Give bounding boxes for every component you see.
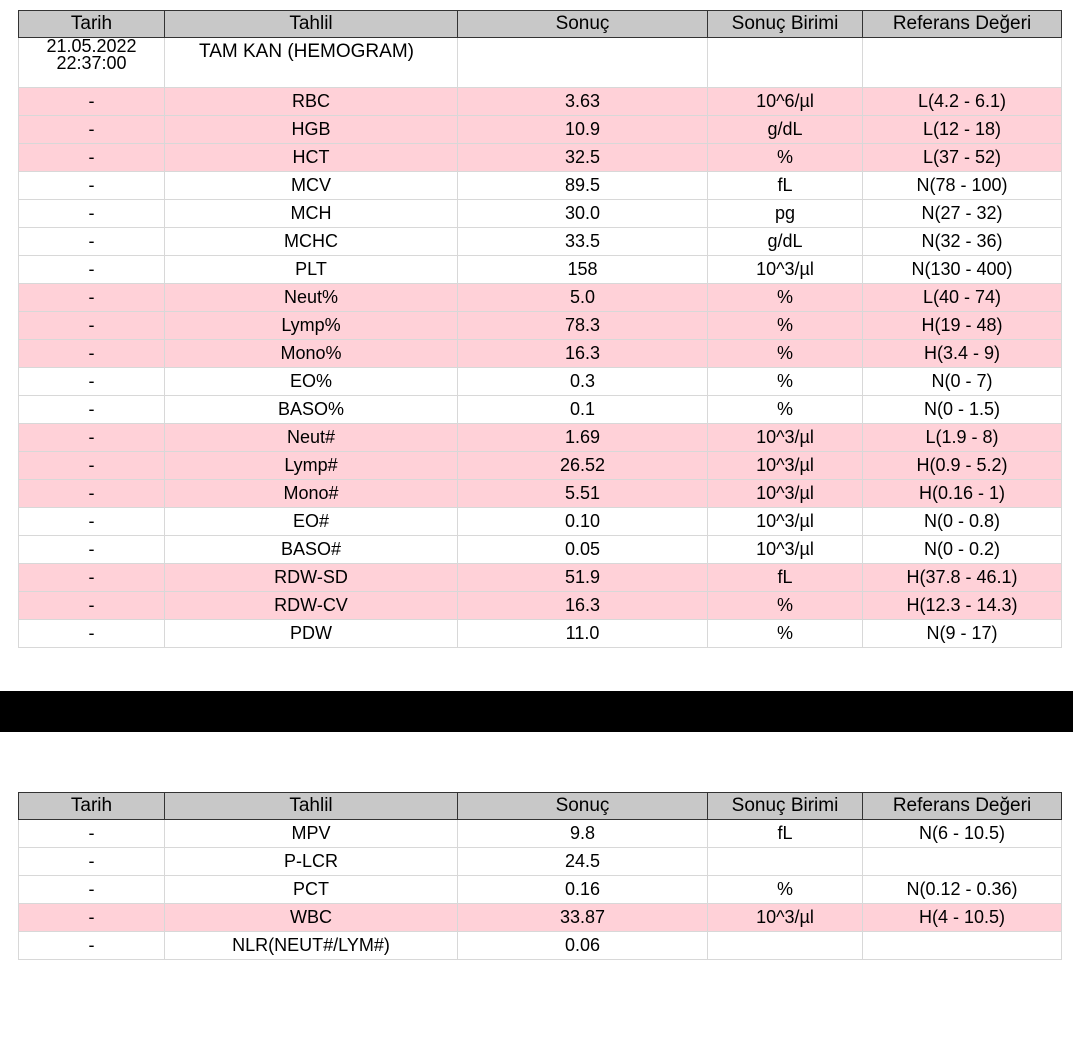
- result-value: 11.0: [458, 620, 708, 648]
- reference-range: N(27 - 32): [863, 200, 1062, 228]
- result-value: 0.06: [458, 932, 708, 960]
- panel-date: 21.05.2022: [46, 37, 137, 56]
- table-row: [19, 172, 1062, 200]
- test-name: RDW-SD: [165, 564, 458, 592]
- result-value: 51.9: [458, 564, 708, 592]
- header-result: Sonuç: [458, 793, 708, 820]
- result-value: 16.3: [458, 592, 708, 620]
- row-date: -: [19, 368, 165, 396]
- test-name: Mono#: [165, 480, 458, 508]
- reference-range: N(0 - 1.5): [863, 396, 1062, 424]
- reference-range: H(4 - 10.5): [863, 904, 1062, 932]
- result-unit: 10^3/µl: [708, 536, 863, 564]
- result-unit: %: [708, 284, 863, 312]
- reference-range: L(37 - 52): [863, 144, 1062, 172]
- result-value: 0.3: [458, 368, 708, 396]
- table-row: [19, 848, 1062, 876]
- result-value: 89.5: [458, 172, 708, 200]
- panel-time: 22:37:00: [56, 53, 127, 73]
- table-row: [19, 820, 1062, 848]
- test-name: BASO#: [165, 536, 458, 564]
- row-date: -: [19, 424, 165, 452]
- additional-results-table: [18, 792, 1062, 960]
- result-value: 9.8: [458, 820, 708, 848]
- test-name: EO#: [165, 508, 458, 536]
- result-value: 10.9: [458, 116, 708, 144]
- reference-range: N(130 - 400): [863, 256, 1062, 284]
- panel-datetime: [19, 38, 165, 88]
- table-row: [19, 368, 1062, 396]
- result-value: 3.63: [458, 88, 708, 116]
- panel-name: TAM KAN (HEMOGRAM): [165, 38, 458, 88]
- row-date: -: [19, 592, 165, 620]
- result-unit: fL: [708, 564, 863, 592]
- row-date: -: [19, 904, 165, 932]
- row-date: -: [19, 284, 165, 312]
- reference-range: H(12.3 - 14.3): [863, 592, 1062, 620]
- result-value: 5.51: [458, 480, 708, 508]
- reference-range: L(1.9 - 8): [863, 424, 1062, 452]
- row-date: -: [19, 172, 165, 200]
- header-test: Tahlil: [165, 11, 458, 38]
- reference-range: [863, 932, 1062, 960]
- table-row: [19, 200, 1062, 228]
- row-date: -: [19, 564, 165, 592]
- test-name: MPV: [165, 820, 458, 848]
- result-value: 5.0: [458, 284, 708, 312]
- reference-range: N(0 - 7): [863, 368, 1062, 396]
- table-row: [19, 932, 1062, 960]
- result-unit: [708, 848, 863, 876]
- row-date: -: [19, 876, 165, 904]
- result-unit: 10^3/µl: [708, 508, 863, 536]
- table-row: [19, 424, 1062, 452]
- test-name: PDW: [165, 620, 458, 648]
- result-unit: fL: [708, 820, 863, 848]
- test-name: P-LCR: [165, 848, 458, 876]
- result-value: 0.16: [458, 876, 708, 904]
- result-unit: %: [708, 312, 863, 340]
- test-name: Neut%: [165, 284, 458, 312]
- test-name: Lymp%: [165, 312, 458, 340]
- header-test: Tahlil: [165, 793, 458, 820]
- reference-range: H(0.9 - 5.2): [863, 452, 1062, 480]
- row-date: -: [19, 848, 165, 876]
- reference-range: N(0 - 0.2): [863, 536, 1062, 564]
- result-unit: %: [708, 592, 863, 620]
- result-value: 0.05: [458, 536, 708, 564]
- table-row: [19, 480, 1062, 508]
- reference-range: [863, 848, 1062, 876]
- test-name: NLR(NEUT#/LYM#): [165, 932, 458, 960]
- result-unit: 10^3/µl: [708, 480, 863, 508]
- table-row: [19, 508, 1062, 536]
- table-header-row: [19, 11, 1062, 38]
- test-name: HGB: [165, 116, 458, 144]
- result-unit: [708, 932, 863, 960]
- row-date: -: [19, 508, 165, 536]
- result-unit: %: [708, 620, 863, 648]
- table-row: [19, 904, 1062, 932]
- test-name: EO%: [165, 368, 458, 396]
- row-date: -: [19, 396, 165, 424]
- result-unit: 10^3/µl: [708, 904, 863, 932]
- table-row: [19, 116, 1062, 144]
- table-row: [19, 284, 1062, 312]
- table-row: [19, 88, 1062, 116]
- header-reference: Referans Değeri: [863, 11, 1062, 38]
- test-name: MCH: [165, 200, 458, 228]
- header-date: Tarih: [19, 793, 165, 820]
- row-date: -: [19, 88, 165, 116]
- panel-result-empty: [458, 38, 708, 88]
- result-value: 33.87: [458, 904, 708, 932]
- row-date: -: [19, 932, 165, 960]
- result-unit: fL: [708, 172, 863, 200]
- table-row: [19, 620, 1062, 648]
- reference-range: L(12 - 18): [863, 116, 1062, 144]
- result-value: 24.5: [458, 848, 708, 876]
- test-name: PCT: [165, 876, 458, 904]
- reference-range: L(40 - 74): [863, 284, 1062, 312]
- table-row: [19, 144, 1062, 172]
- result-unit: %: [708, 340, 863, 368]
- reference-range: H(0.16 - 1): [863, 480, 1062, 508]
- table-row: [19, 396, 1062, 424]
- table-row: [19, 312, 1062, 340]
- result-unit: pg: [708, 200, 863, 228]
- reference-range: H(19 - 48): [863, 312, 1062, 340]
- redaction-bar: [0, 691, 1073, 732]
- header-unit: Sonuç Birimi: [708, 793, 863, 820]
- table-row: [19, 452, 1062, 480]
- row-date: -: [19, 312, 165, 340]
- result-value: 26.52: [458, 452, 708, 480]
- result-value: 0.10: [458, 508, 708, 536]
- result-value: 32.5: [458, 144, 708, 172]
- reference-range: N(32 - 36): [863, 228, 1062, 256]
- table-row: [19, 228, 1062, 256]
- table-row: [19, 536, 1062, 564]
- header-result: Sonuç: [458, 11, 708, 38]
- result-unit: %: [708, 396, 863, 424]
- result-value: 1.69: [458, 424, 708, 452]
- result-value: 16.3: [458, 340, 708, 368]
- reference-range: N(0 - 0.8): [863, 508, 1062, 536]
- result-unit: 10^3/µl: [708, 256, 863, 284]
- panel-ref-empty: [863, 38, 1062, 88]
- test-name: Lymp#: [165, 452, 458, 480]
- reference-range: H(3.4 - 9): [863, 340, 1062, 368]
- row-date: -: [19, 620, 165, 648]
- row-date: -: [19, 340, 165, 368]
- header-unit: Sonuç Birimi: [708, 11, 863, 38]
- result-unit: 10^6/µl: [708, 88, 863, 116]
- reference-range: L(4.2 - 6.1): [863, 88, 1062, 116]
- hemogram-results-table: [18, 10, 1062, 648]
- table-row: [19, 256, 1062, 284]
- panel-unit-empty: [708, 38, 863, 88]
- test-name: MCV: [165, 172, 458, 200]
- row-date: -: [19, 144, 165, 172]
- test-name: Neut#: [165, 424, 458, 452]
- reference-range: N(6 - 10.5): [863, 820, 1062, 848]
- result-value: 158: [458, 256, 708, 284]
- result-value: 33.5: [458, 228, 708, 256]
- row-date: -: [19, 480, 165, 508]
- row-date: -: [19, 256, 165, 284]
- result-unit: g/dL: [708, 116, 863, 144]
- result-value: 30.0: [458, 200, 708, 228]
- result-value: 0.1: [458, 396, 708, 424]
- test-name: RBC: [165, 88, 458, 116]
- test-name: MCHC: [165, 228, 458, 256]
- row-date: -: [19, 452, 165, 480]
- header-reference: Referans Değeri: [863, 793, 1062, 820]
- result-unit: g/dL: [708, 228, 863, 256]
- test-name: BASO%: [165, 396, 458, 424]
- table-row: [19, 592, 1062, 620]
- table-row: [19, 876, 1062, 904]
- panel-row: [19, 38, 1062, 88]
- result-unit: 10^3/µl: [708, 452, 863, 480]
- reference-range: N(78 - 100): [863, 172, 1062, 200]
- result-unit: 10^3/µl: [708, 424, 863, 452]
- result-value: 78.3: [458, 312, 708, 340]
- reference-range: N(9 - 17): [863, 620, 1062, 648]
- test-name: PLT: [165, 256, 458, 284]
- test-name: HCT: [165, 144, 458, 172]
- row-date: -: [19, 536, 165, 564]
- reference-range: N(0.12 - 0.36): [863, 876, 1062, 904]
- table-row: [19, 340, 1062, 368]
- result-unit: %: [708, 144, 863, 172]
- row-date: -: [19, 200, 165, 228]
- row-date: -: [19, 820, 165, 848]
- test-name: WBC: [165, 904, 458, 932]
- table-header-row: [19, 793, 1062, 820]
- result-unit: %: [708, 876, 863, 904]
- reference-range: H(37.8 - 46.1): [863, 564, 1062, 592]
- test-name: RDW-CV: [165, 592, 458, 620]
- row-date: -: [19, 228, 165, 256]
- row-date: -: [19, 116, 165, 144]
- header-date: Tarih: [19, 11, 165, 38]
- result-unit: %: [708, 368, 863, 396]
- table-row: [19, 564, 1062, 592]
- test-name: Mono%: [165, 340, 458, 368]
